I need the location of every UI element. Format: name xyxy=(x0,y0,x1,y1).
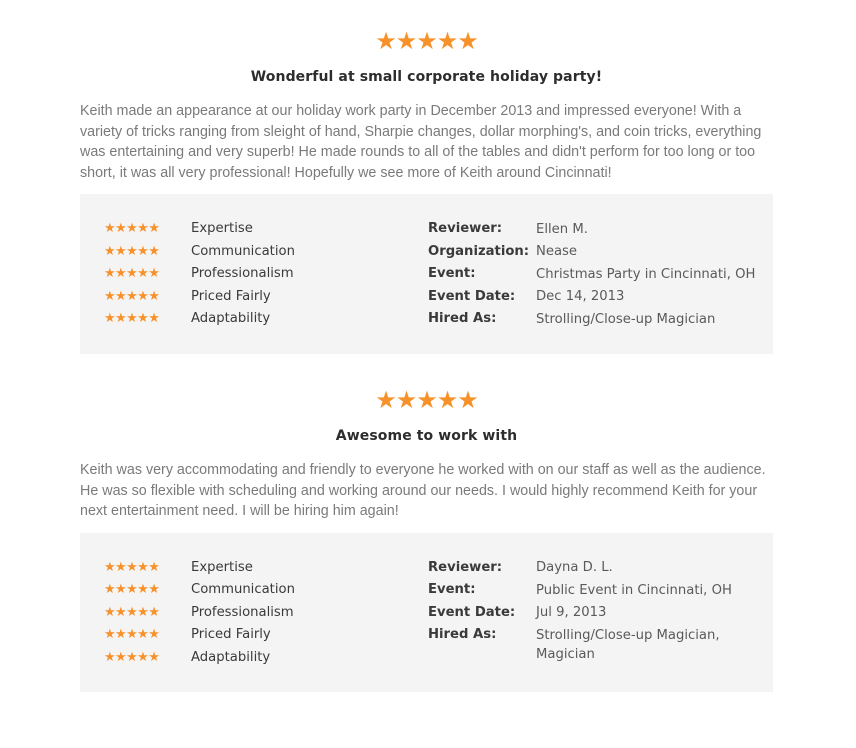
rating-label: Adaptability xyxy=(191,649,271,665)
info-key: Reviewer: xyxy=(428,221,503,236)
star-rating: ★★★★★ xyxy=(104,627,160,643)
info-row-reviewer xyxy=(428,557,773,580)
review-body: Keith made an appearance at our holiday work party in December 2013 and impressed everyone! With a variety of tricks ranging from sleight of hand, Sharpie changes, dollar morphing's, and coin tricks, everything was entertaining and very superb! He made rounds to all of the tables and didn't perform for too long or too short, it was all very professional! Hopefully we see more of Keith around Cincinnati! xyxy=(80,103,762,181)
rating-label: Professionalism xyxy=(191,604,294,620)
category-ratings xyxy=(80,218,428,331)
overall-star-rating: ★★★★★ xyxy=(375,386,478,414)
rating-row-adaptability xyxy=(104,308,428,331)
rating-row-communication xyxy=(104,241,428,264)
info-value: Strolling/Close-up Magician xyxy=(536,311,716,327)
rating-row-professionalism xyxy=(104,602,428,625)
rating-row-expertise xyxy=(104,557,428,580)
review-details-panel xyxy=(80,194,773,354)
rating-row-professionalism xyxy=(104,263,428,286)
rating-row-communication xyxy=(104,579,428,602)
info-key: Hired As: xyxy=(428,311,497,326)
info-value: Christmas Party in Cincinnati, OH xyxy=(536,266,756,282)
info-row-event xyxy=(428,263,773,286)
overall-star-rating: ★★★★★ xyxy=(375,27,478,55)
info-key: Event: xyxy=(428,266,476,281)
rating-row-expertise xyxy=(104,218,428,241)
review-title: Awesome to work with xyxy=(335,428,518,444)
info-value: Jul 9, 2013 xyxy=(536,605,607,620)
star-rating: ★★★★★ xyxy=(104,559,160,575)
info-row-event-date xyxy=(428,602,773,625)
star-rating: ★★★★★ xyxy=(104,582,160,598)
info-key: Reviewer: xyxy=(428,559,503,575)
review-body: Keith was very accommodating and friendly to everyone he worked with on our staff as well as the audience. He was so flexible with scheduling and working around our needs. I would highly recommend Keith for your next entertainment need. I will be hiring him again! xyxy=(80,462,766,519)
info-value: Nease xyxy=(536,244,578,259)
rating-label: Communication xyxy=(191,582,295,598)
star-rating: ★★★★★ xyxy=(104,243,160,259)
rating-label: Expertise xyxy=(191,559,253,575)
star-rating: ★★★★★ xyxy=(104,288,160,304)
review-details-panel xyxy=(80,533,773,693)
rating-row-priced-fairly xyxy=(104,624,428,647)
info-key: Event Date: xyxy=(428,288,516,304)
rating-label: Professionalism xyxy=(191,266,294,282)
info-row-event-date xyxy=(428,286,773,309)
info-value: Dec 14, 2013 xyxy=(536,289,625,304)
info-row-hired-as xyxy=(428,624,773,664)
info-row-organization xyxy=(428,241,773,264)
info-row-hired-as xyxy=(428,308,773,331)
review-info xyxy=(428,557,773,670)
info-key: Event Date: xyxy=(428,604,516,620)
review-card xyxy=(80,387,773,692)
category-ratings xyxy=(80,557,428,670)
rating-label: Adaptability xyxy=(191,311,271,327)
rating-label: Priced Fairly xyxy=(191,288,271,304)
review-card xyxy=(80,28,773,354)
review-info xyxy=(428,218,773,331)
info-key: Hired As: xyxy=(428,627,497,642)
rating-row-priced-fairly xyxy=(104,286,428,309)
info-value: Strolling/Close-up Magician, Magician xyxy=(536,627,720,662)
star-rating: ★★★★★ xyxy=(104,221,160,237)
rating-label: Communication xyxy=(191,243,295,259)
info-row-reviewer xyxy=(428,218,773,241)
review-title: Wonderful at small corporate holiday party! xyxy=(250,69,603,85)
star-rating: ★★★★★ xyxy=(104,311,160,327)
star-rating: ★★★★★ xyxy=(104,649,160,665)
star-rating: ★★★★★ xyxy=(104,266,160,282)
info-value: Public Event in Cincinnati, OH xyxy=(536,582,732,598)
rating-label: Expertise xyxy=(191,221,253,237)
info-key: Organization: xyxy=(428,243,530,259)
info-value: Ellen M. xyxy=(536,221,588,237)
info-value: Dayna D. L. xyxy=(536,560,613,575)
rating-label: Priced Fairly xyxy=(191,627,271,643)
star-rating: ★★★★★ xyxy=(104,604,160,620)
info-row-event xyxy=(428,579,773,602)
info-key: Event: xyxy=(428,582,476,597)
rating-row-adaptability xyxy=(104,647,428,670)
